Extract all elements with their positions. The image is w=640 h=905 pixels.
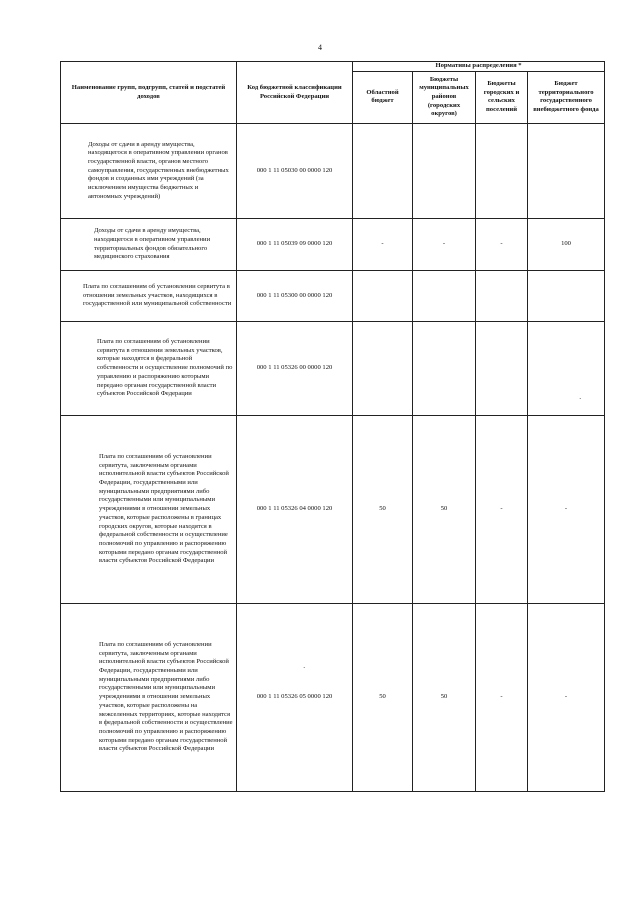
table-row <box>61 124 605 219</box>
row-municipal: 50 <box>413 416 476 604</box>
row-regional <box>353 271 413 322</box>
row-settlements <box>476 271 528 322</box>
page-number: 4 <box>318 43 322 52</box>
row-regional <box>353 124 413 219</box>
row-fund <box>528 322 605 416</box>
row-name: Плата по соглашениям об установлении сервитута в отношении земельных участков, находящихся в государственной или муниципальной собственности <box>61 271 237 322</box>
row-municipal: - <box>413 219 476 271</box>
row-code: 000 1 11 05039 09 0000 120 <box>237 219 353 271</box>
row-code: 000 1 11 05300 00 0000 120 <box>237 271 353 322</box>
row-code: 000 1 11 05326 05 0000 120 <box>237 604 353 792</box>
row-municipal <box>413 271 476 322</box>
header-municipal: Бюджеты муниципальных районов (городских округов) <box>413 71 476 123</box>
row-municipal <box>413 322 476 416</box>
row-name: Плата по соглашениям об установлении сервитута, заключенным органами исполнительной власти субъектов Российской Федерации, государственными или муниципальными предприятиями либо государственными или муниципальными учреждениями в отношении земельных участков, которые расположены на межселенных территориях, которые находятся в федеральной собственности и осуществление полномочий по управлению и распоряжению которыми передано органам государственной власти субъектов Российской Федерации <box>61 604 237 792</box>
header-code: Код бюджетной классификации Российской Федерации <box>237 62 353 124</box>
row-name: Плата по соглашениям об установлении сервитута, заключенным органами исполнительной власти субъектов Российской Федерации, государственными или муниципальными предприятиями либо государственными или муниципальными учреждениями в отношении земельных участков, которые расположены в границах городских округов, которые находятся в федеральной собственности и осуществление полномочий по управлению и распоряжению которыми передано органам государственной власти субъектов Российской Федерации <box>61 416 237 604</box>
row-code: 000 1 11 05030 00 0000 120 <box>237 124 353 219</box>
row-name: Плата по соглашениям об установлении сервитута в отношении земельных участков, которые находятся в федеральной собственности и осуществление полномочий по управлению и распоряжению которыми передано органам государственной власти субъектов Российской Федерации <box>61 322 237 416</box>
table-row <box>61 271 605 322</box>
table-row <box>61 604 605 792</box>
row-settlements: - <box>476 219 528 271</box>
row-code: 000 1 11 05326 00 0000 120 <box>237 322 353 416</box>
row-fund: 100 <box>528 219 605 271</box>
header-name: Наименование групп, подгрупп, статей и подстатей доходов <box>61 62 237 124</box>
row-municipal <box>413 124 476 219</box>
row-name: Доходы от сдачи в аренду имущества, находящегося в оперативном управлении органов государственной власти, органов местного самоуправления, государственных внебюджетных фондов и созданных ими учреждений (за исключением имущества бюджетных и автономных учреждений) <box>61 124 237 219</box>
row-code: 000 1 11 05326 04 0000 120 <box>237 416 353 604</box>
row-fund: - <box>528 604 605 792</box>
row-fund: - <box>528 416 605 604</box>
scan-dot-mark: · <box>579 395 582 403</box>
table-row <box>61 322 605 416</box>
row-name: Доходы от сдачи в аренду имущества, находящегося в оперативном управлении территориальных фондов обязательного медицинского страхования <box>61 219 237 271</box>
row-settlements <box>476 124 528 219</box>
table-row <box>61 219 605 271</box>
table-row <box>61 416 605 604</box>
row-fund <box>528 124 605 219</box>
revenue-distribution-table <box>60 61 605 792</box>
row-regional: - <box>353 219 413 271</box>
row-regional <box>353 322 413 416</box>
header-settlements: Бюджеты городских и сельских поселений <box>476 71 528 123</box>
header-fund: Бюджет территориального государственного внебюджетного фонда <box>528 71 605 123</box>
row-settlements: - <box>476 416 528 604</box>
header-norms: Нормативы распределения * <box>353 62 605 72</box>
row-regional: 50 <box>353 416 413 604</box>
row-municipal: 50 <box>413 604 476 792</box>
header-regional: Областной бюджет <box>353 71 413 123</box>
scan-dot-mark: · <box>303 664 306 672</box>
row-regional: 50 <box>353 604 413 792</box>
row-settlements <box>476 322 528 416</box>
row-fund <box>528 271 605 322</box>
row-settlements: - <box>476 604 528 792</box>
